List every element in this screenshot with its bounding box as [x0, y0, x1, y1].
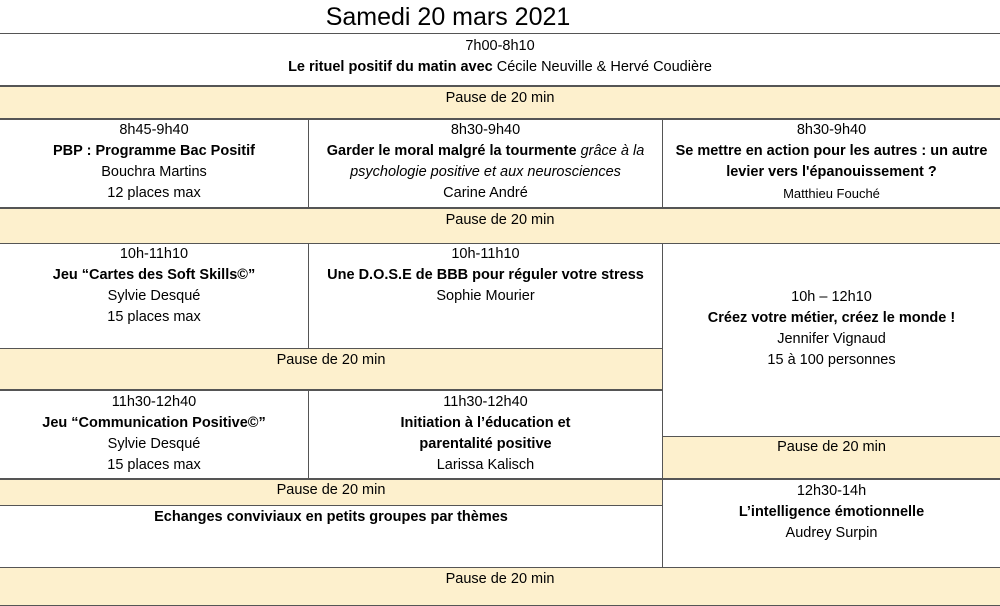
pause-label: Pause de 20 min — [445, 90, 555, 106]
session-garder-le-moral — [308, 119, 663, 208]
session-title-italic-2: psychologie positive et aux neurosciences — [350, 164, 621, 180]
session-time: 10h – 12h10 — [791, 289, 872, 305]
session-speaker: Audrey Surpin — [785, 525, 878, 541]
session-cartes-soft-skills — [0, 243, 309, 349]
session-time: 11h30-12h40 — [111, 394, 197, 410]
session-speakers: Cécile Neuville & Hervé Coudière — [496, 59, 712, 75]
page-title: Samedi 20 mars 2021 — [325, 3, 571, 31]
session-morning-ritual — [0, 33, 1000, 86]
session-time: 7h00-8h10 — [465, 38, 535, 54]
session-communication-positive — [0, 390, 309, 479]
pause-row-4 — [0, 479, 663, 506]
session-education-positive — [308, 390, 663, 479]
pause-label: Pause de 20 min — [276, 352, 386, 368]
session-intelligence-emotionnelle — [662, 479, 1000, 568]
session-time: 10h-11h10 — [119, 246, 189, 262]
session-time: 8h30-9h40 — [450, 122, 521, 138]
session-dose-bbb — [308, 243, 663, 349]
session-speaker: Sophie Mourier — [436, 288, 535, 304]
session-title — [0, 57, 1000, 78]
pause-label: Pause de 20 min — [445, 571, 555, 587]
session-speaker: Jennifer Vignaud — [777, 331, 886, 347]
session-speaker: Matthieu Fouché — [783, 186, 880, 201]
session-se-mettre-en-action — [662, 119, 1000, 208]
session-places: 12 places max — [107, 185, 201, 201]
pause-label: Pause de 20 min — [445, 212, 555, 228]
session-speaker: Sylvie Desqué — [107, 436, 201, 452]
session-echanges-conviviaux — [0, 505, 663, 568]
session-title-bold: Garder le moral malgré la tourmente — [326, 143, 577, 159]
session-title-line-1: Se mettre en action pour les autres : un autre — [675, 143, 988, 159]
session-time: 12h30-14h — [796, 483, 867, 499]
session-time: 10h-11h10 — [451, 246, 520, 262]
session-title: Jeu “Cartes des Soft Skills©” — [52, 267, 256, 283]
session-title-italic: grâce à la — [580, 143, 645, 159]
session-speaker: Larissa Kalisch — [436, 457, 535, 473]
session-title: Echanges conviviaux en petits groupes par thèmes — [154, 509, 508, 525]
session-places: 15 places max — [107, 457, 201, 473]
pause-label: Pause de 20 min — [777, 439, 886, 455]
pause-label: Pause de 20 min — [276, 482, 386, 498]
session-time: 8h30-9h40 — [796, 122, 867, 138]
session-time: 8h45-9h40 — [119, 122, 189, 138]
pause-row-2 — [0, 208, 1000, 244]
session-title: Créez votre métier, créez le monde ! — [707, 310, 956, 326]
pause-row-5 — [0, 567, 1000, 606]
session-title-line-1: Initiation à l’éducation et — [400, 415, 571, 431]
pause-row-right — [662, 436, 1000, 479]
session-title: Une D.O.S.E de BBB pour réguler votre stress — [327, 267, 644, 283]
session-speaker: Bouchra Martins — [101, 164, 207, 180]
pause-row-3 — [0, 348, 663, 390]
session-speaker: Carine André — [443, 185, 528, 201]
session-places: 15 places max — [107, 309, 201, 325]
session-title: L’intelligence émotionnelle — [738, 504, 925, 520]
session-places: 15 à 100 personnes — [767, 352, 896, 368]
session-creez-votre-metier — [662, 243, 1000, 437]
session-title-line-2: levier vers l'épanouissement ? — [726, 164, 937, 180]
pause-row-1 — [0, 86, 1000, 119]
session-title: PBP : Programme Bac Positif — [53, 143, 255, 159]
session-speaker: Sylvie Desqué — [107, 288, 201, 304]
session-pbp — [0, 119, 309, 208]
session-title: Jeu “Communication Positive©” — [42, 415, 266, 431]
session-time: 11h30-12h40 — [443, 394, 528, 410]
session-title-line-2: parentalité positive — [419, 436, 552, 452]
session-title-bold: Le rituel positif du matin avec — [288, 59, 493, 75]
